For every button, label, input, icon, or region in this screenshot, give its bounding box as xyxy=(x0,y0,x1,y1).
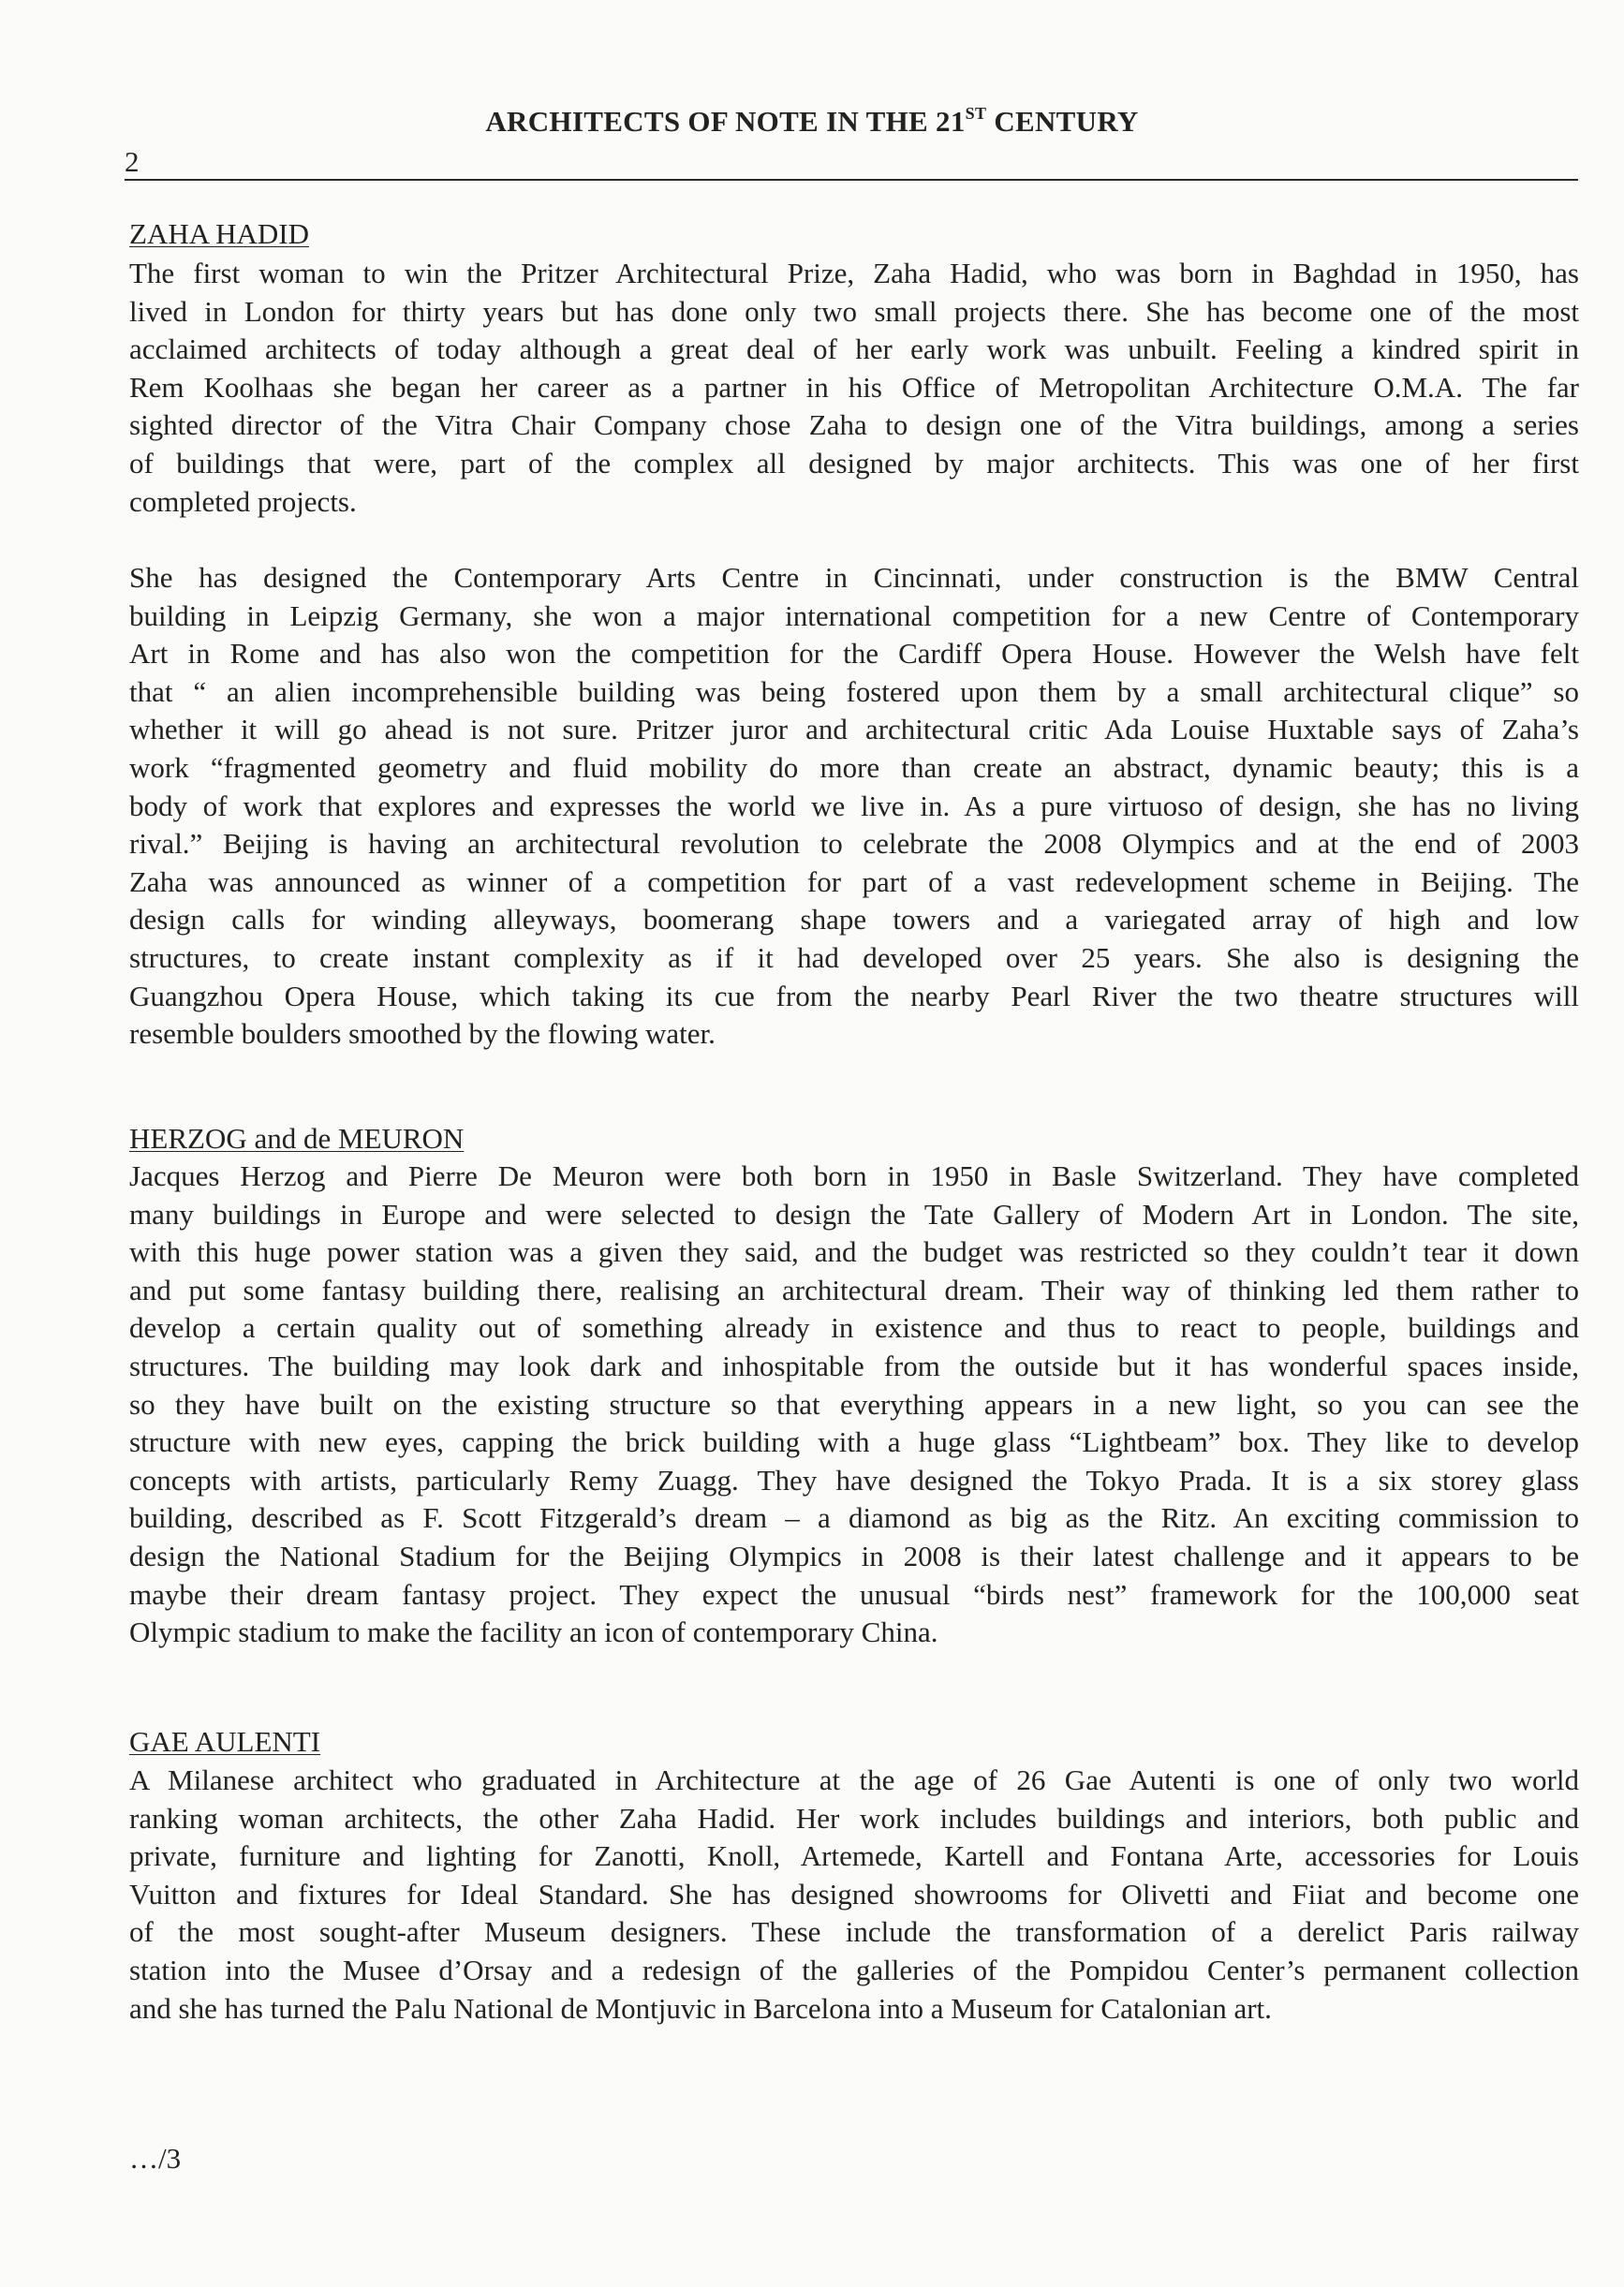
section-heading-zaha-hadid: ZAHA HADID xyxy=(129,217,310,250)
paragraph-zaha-hadid-1: The first woman to win the Pritzer Architectural Prize, Zaha Hadid, who was born in Baghdad in 1950, has lived in London for thirty years but has done only two small projects there. She has become one of the most acclaimed architects of today although a great deal of her early work was unbuilt. Feeling a kindred spirit in Rem Koolhaas she began her career as a partner in his Office of Metropolitan Architecture O.M.A. The far sighted director of the Vitra Chair Company chose Zaha to design one of the Vitra buildings, among a series of buildings that were, part of the complex all designed by major architects. This was one of her first completed projects. xyxy=(129,257,1579,518)
section-heading-gae-aulenti: GAE AULENTI xyxy=(129,1725,321,1758)
paragraph-gae-aulenti: A Milanese architect who graduated in Architecture at the age of 26 Gae Autenti is one of only two world ranking woman architects, the other Zaha Hadid. Her work includes buildings and interiors, both public and private, furniture and lighting for Zanotti, Knoll, Artemede, Kartell and Fontana Arte, accessories for Louis Vuitton and fixtures for Ideal Standard. She has designed showrooms for Olivetti and Fiiat and become one of the most sought-after Museum designers. These include the transformation of a derelict Paris railway station into the Musee d’Orsay and a redesign of the galleries of the Pompidou Center’s permanent collection and she has turned the Palu National de Montjuvic in Barcelona into a Museum for Catalonian art. xyxy=(129,1763,1579,2025)
page-number: 2 xyxy=(125,145,140,178)
header-rule xyxy=(125,179,1578,181)
section-heading-herzog-de-meuron: HERZOG and de MEURON xyxy=(129,1122,465,1155)
document-title: ARCHITECTS OF NOTE IN THE 21ST CENTURY xyxy=(485,104,1139,138)
continuation-marker: …/3 xyxy=(129,2142,182,2175)
paragraph-zaha-hadid-2: She has designed the Contemporary Arts Centre in Cincinnati, under construction is the BMW Central building in Leipzig Germany, she won a major international competition for a new Centre of Contemporary Art in Rome and has also won the competition for the Cardiff Opera House. However the Welsh have felt that “ an alien incomprehensible building was being fostered upon them by a small architectural clique” so whether it will go ahead is not sure. Pritzer juror and architectural critic Ada Louise Huxtable says of Zaha’s work “fragmented geometry and fluid mobility do more than create an abstract, dynamic beauty; this is a body of work that explores and expresses the world we live in. As a pure virtuoso of design, she has no living rival.” Beijing is having an architectural revolution to celebrate the 2008 Olympics and at the end of 2003 Zaha was announced as winner of a competition for part of a vast redevelopment scheme in Beijing. The design calls for winding alleyways, boomerang shape towers and a variegated array of high and low structures, to create instant complexity as if it had developed over 25 years. She also is designing the Guangzhou Opera House, which taking its cue from the nearby Pearl River the two theatre structures will resemble boulders smoothed by the flowing water. xyxy=(129,561,1579,1051)
paragraph-herzog-de-meuron: Jacques Herzog and Pierre De Meuron were both born in 1950 in Basle Switzerland. They have completed many buildings in Europe and were selected to design the Tate Gallery of Modern Art in London. The site, with this huge power station was a given they said, and the budget was restricted so they couldn’t tear it down and put some fantasy building there, realising an architectural dream. Their way of thinking led them rather to develop a certain quality out of something already in existence and thus to react to people, buildings and structures. The building may look dark and inhospitable from the outside but it has wonderful spaces inside, so they have built on the existing structure so that everything appears in a new light, so you can see the structure with new eyes, capping the brick building with a huge glass “Lightbeam” box. They like to develop concepts with artists, particularly Remy Zuagg. They have designed the Tokyo Prada. It is a six storey glass building, described as F. Scott Fitzgerald’s dream – a diamond as big as the Ritz. An exciting commission to design the National Stadium for the Beijing Olympics in 2008 is their latest challenge and it appears to be maybe their dream fantasy project. They expect the unusual “birds nest” framework for the 100,000 seat Olympic stadium to make the facility an icon of contemporary China. xyxy=(129,1159,1579,1649)
